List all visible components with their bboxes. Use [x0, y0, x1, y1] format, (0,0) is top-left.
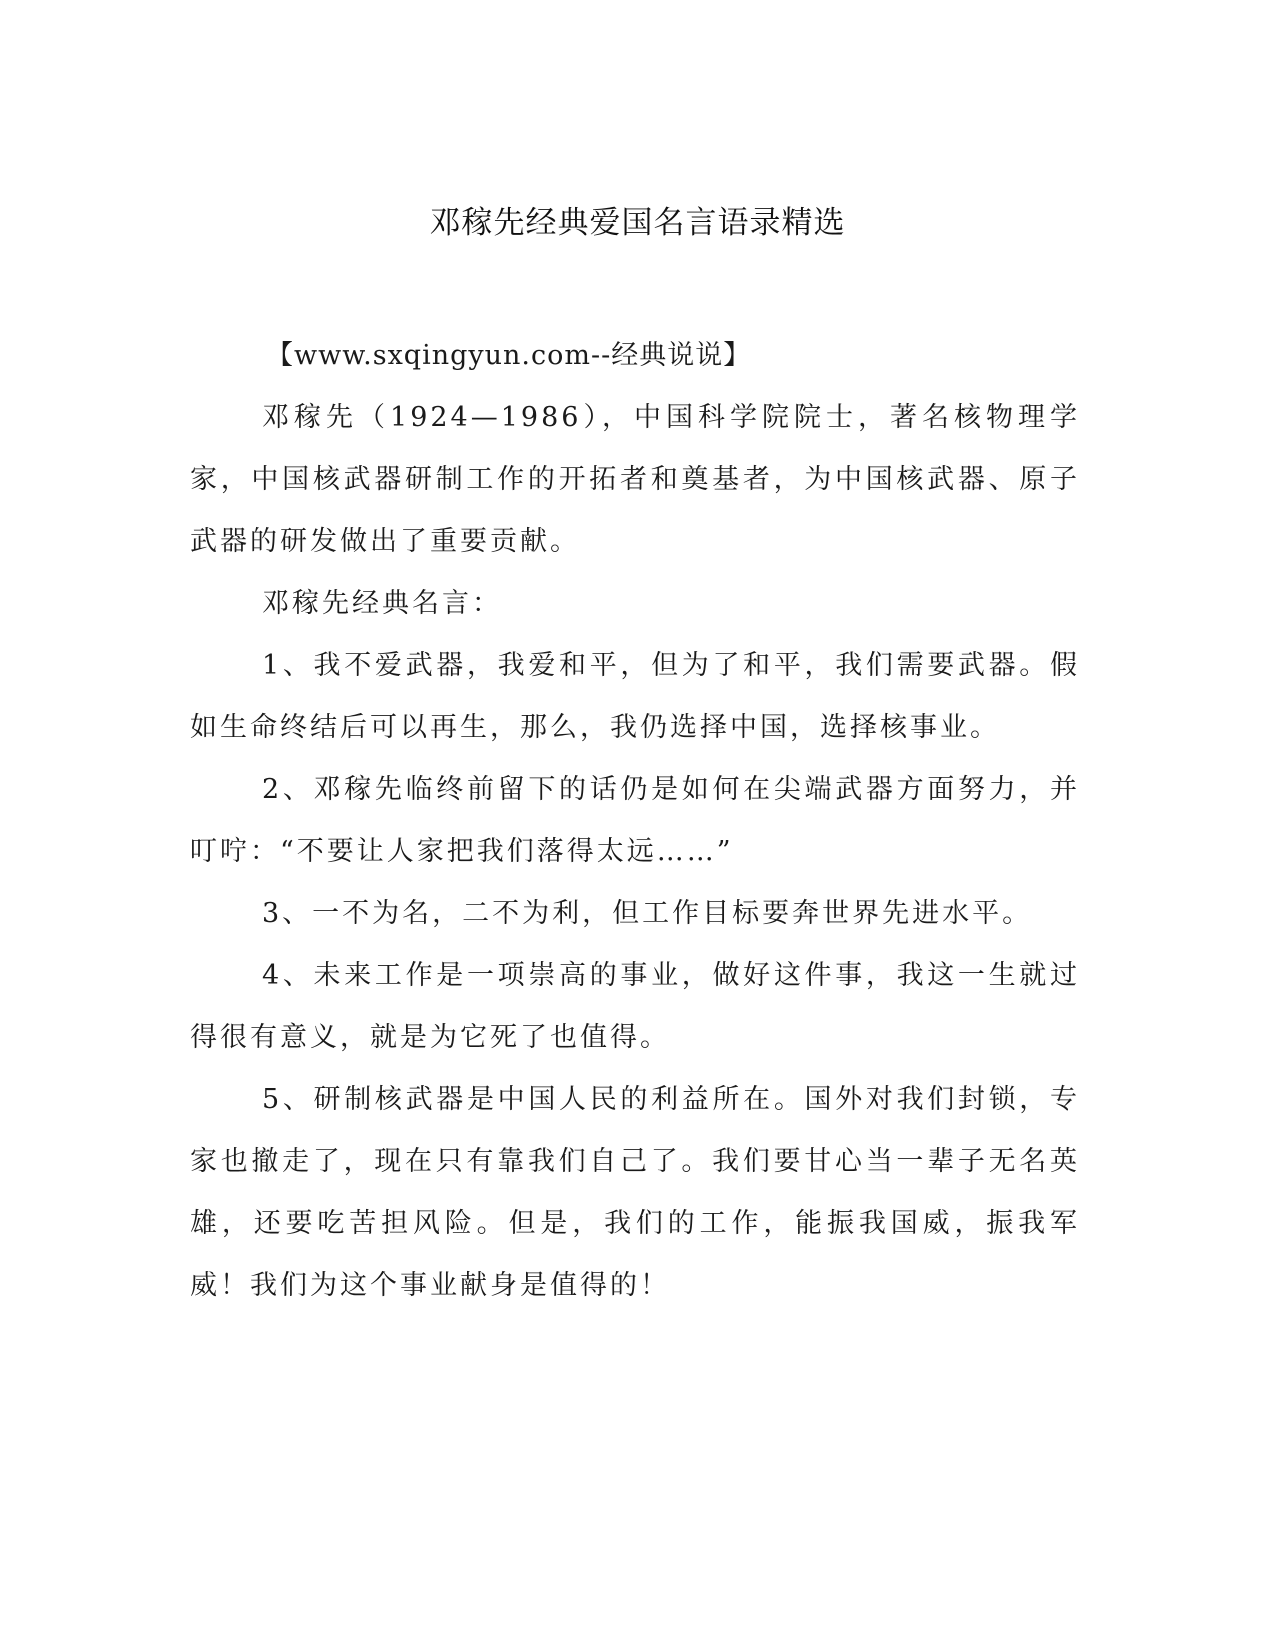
quote-item: 2、邓稼先临终前留下的话仍是如何在尖端武器方面努力，并叮咛：“不要让人家把我们落得太远……” — [190, 774, 1080, 867]
quote-item: 1、我不爱武器，我爱和平，但为了和平，我们需要武器。假如生命终结后可以再生，那么，我仍选择中国，选择核事业。 — [190, 650, 1080, 743]
document-body — [190, 325, 1080, 1317]
intro-paragraph: 邓稼先（1924—1986），中国科学院院士，著名核物理学家，中国核武器研制工作的开拓者和奠基者，为中国核武器、原子武器的研发做出了重要贡献。 — [190, 402, 1080, 557]
quote-item: 3、一不为名，二不为利，但工作目标要奔世界先进水平。 — [262, 898, 1033, 929]
quote-item: 5、研制核武器是中国人民的利益所在。国外对我们封锁，专家也撤走了，现在只有靠我们自己了。我们要甘心当一辈子无名英雄，还要吃苦担风险。但是，我们的工作，能振我国威，振我军威！我们为这个事业献身是值得的！ — [190, 1084, 1080, 1301]
source-line: 【www.sxqingyun.com--经典说说】 — [266, 340, 752, 371]
quotes-heading: 邓稼先经典名言： — [262, 588, 502, 619]
quote-item: 4、未来工作是一项崇高的事业，做好这件事，我这一生就过得很有意义，就是为它死了也值得。 — [190, 960, 1080, 1053]
document-title: 邓稼先经典爱国名言语录精选 — [429, 205, 846, 241]
